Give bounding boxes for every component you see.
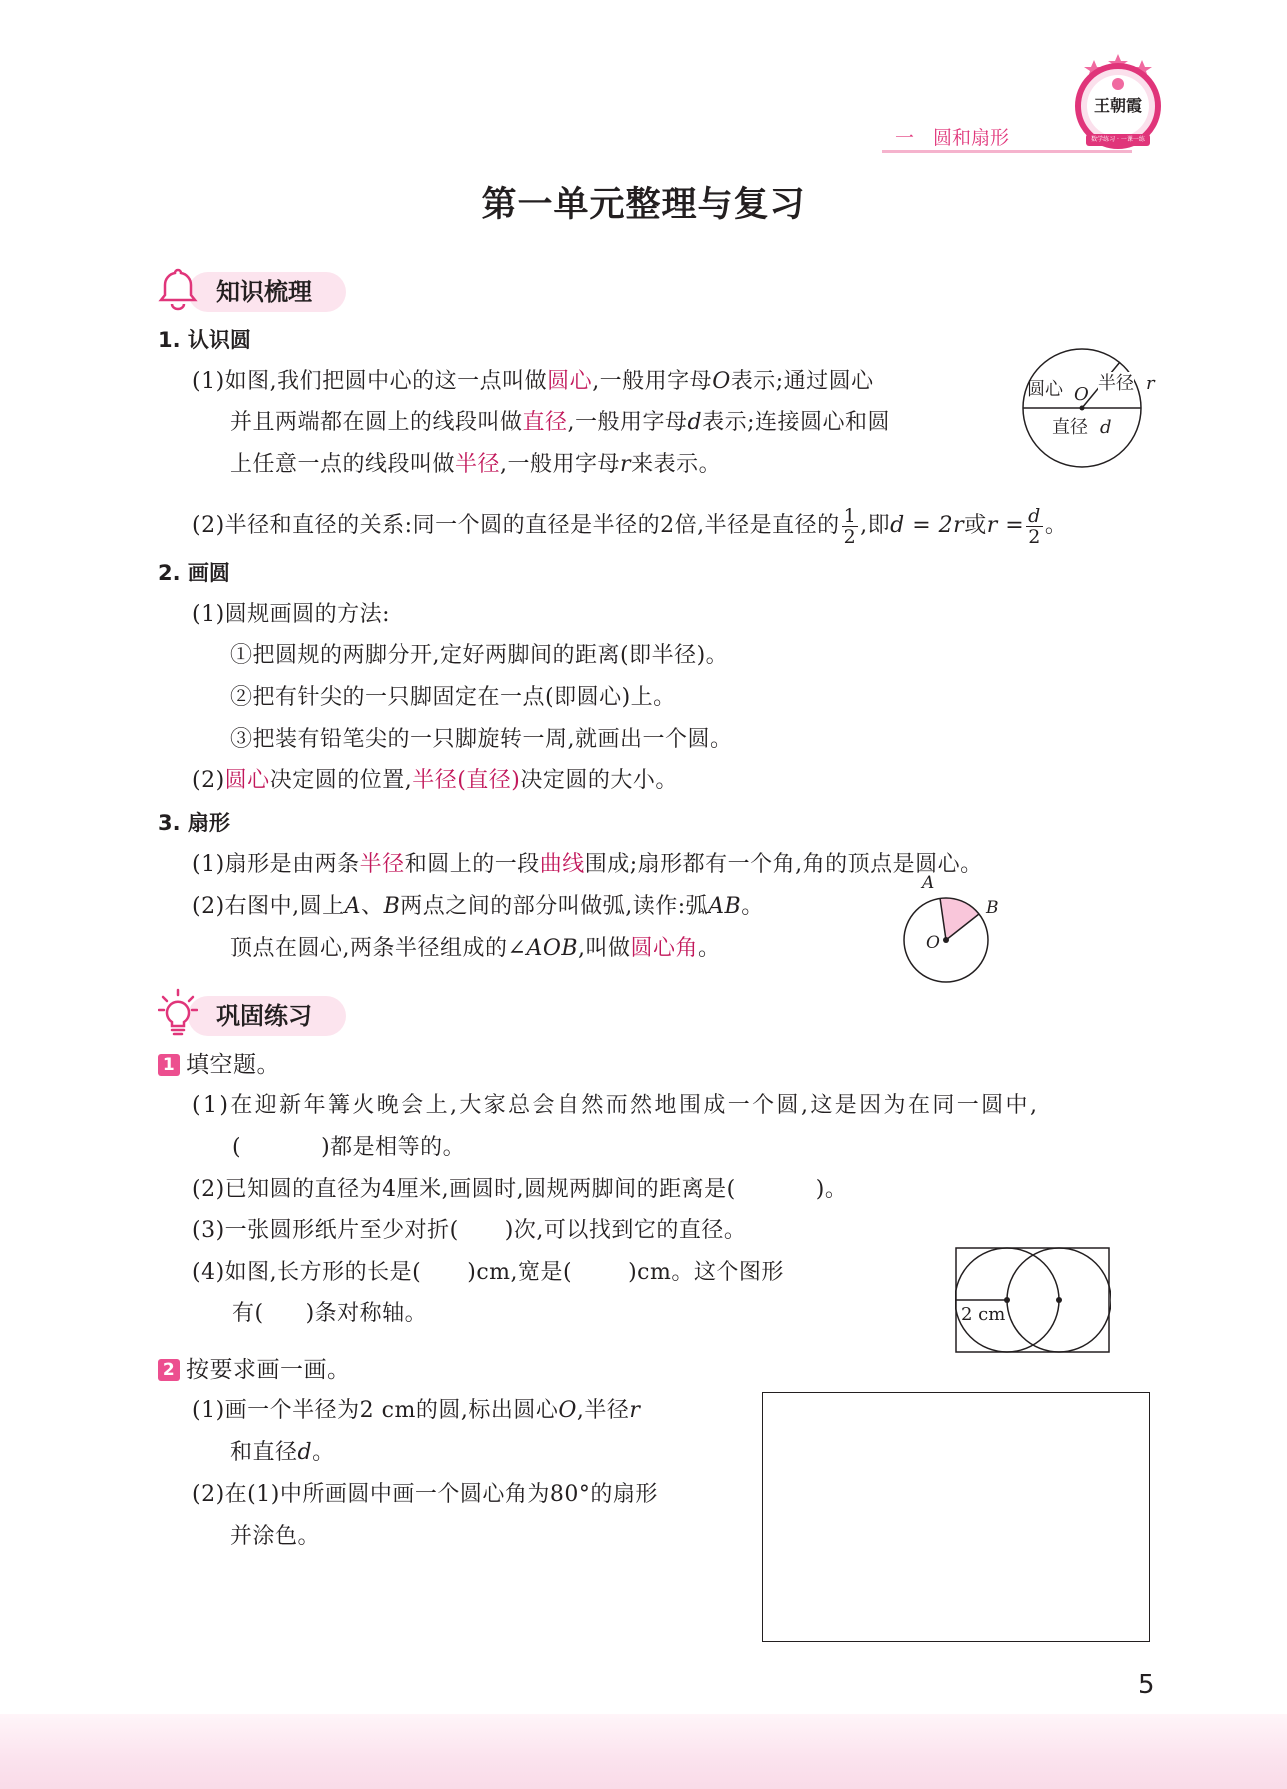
practice-title: 巩固练习	[216, 1002, 312, 1030]
fig-center-label: 圆心	[1027, 379, 1063, 400]
fraction-one-half: $\frac{1}{2}$	[843, 504, 857, 548]
s2-title: 2. 画圆	[158, 561, 230, 585]
s1-p2: (2)半径和直径的关系:同一个圆的直径是半径的2倍,半径是直径的 $\frac{1}{2}$ ,即d = 2r或r = $\frac{d}{2}$ 。	[192, 504, 1068, 548]
fig-d-label: d	[1100, 417, 1112, 438]
q1-4-line1: (4)如图,长方形的长是( )cm,宽是( )cm。这个图形	[192, 1260, 784, 1285]
bell-icon	[158, 266, 198, 312]
q2-2-line2: 并涂色。	[230, 1524, 321, 1549]
s2-step2: ②把有针尖的一只脚固定在一点(即圆心)上。	[230, 685, 676, 710]
fig-radius-label: 半径	[1098, 373, 1134, 394]
page-title: 第一单元整理与复习	[481, 185, 806, 225]
logo-name: 王朝霞	[1093, 96, 1142, 115]
fig-o-label: O	[1074, 384, 1089, 405]
drawing-area[interactable]	[762, 1392, 1150, 1642]
s1-p1-line3: 上任意一点的线段叫做半径,一般用字母r来表示。	[230, 452, 722, 477]
sector-a-label: A	[922, 873, 935, 893]
footer-band	[0, 1714, 1287, 1789]
q2-1-line2: 和直径d。	[230, 1440, 335, 1465]
fig-2cm-label: 2 cm	[961, 1304, 1006, 1325]
q2-badge: 2	[158, 1359, 180, 1381]
rect-circles-figure	[955, 1246, 1111, 1354]
q1-1-line2: ( )都是相等的。	[232, 1135, 466, 1160]
page-number: 5	[1138, 1670, 1155, 1700]
s3-title: 3. 扇形	[158, 811, 230, 835]
q1-badge: 1	[158, 1054, 180, 1076]
circle-figure	[1020, 346, 1170, 470]
q2-2-line1: (2)在(1)中所画圆中画一个圆心角为80°的扇形	[192, 1482, 658, 1507]
s1-p1-line1: (1)如图,我们把圆中心的这一点叫做圆心,一般用字母O表示;通过圆心	[192, 369, 874, 394]
brand-logo	[1072, 52, 1164, 152]
sector-o-label: O	[926, 933, 940, 953]
unit-label: 一 圆和扇形	[895, 127, 1010, 149]
s2-step3: ③把装有铅笔尖的一只脚旋转一周,就画出一个圆。	[230, 727, 733, 752]
knowledge-title: 知识梳理	[216, 278, 312, 306]
sector-figure	[892, 873, 1022, 986]
fig-diameter-label: 直径	[1052, 417, 1088, 438]
s2-p1: (1)圆规画圆的方法:	[192, 602, 391, 627]
logo-slogan: 数学练习 · 一课一练	[1091, 136, 1145, 143]
sector-b-label: B	[986, 898, 999, 918]
q2-1-line1: (1)画一个半径为2 cm的圆,标出圆心O,半径r	[192, 1398, 641, 1423]
s3-p2-line1: (2)右图中,圆上A、B两点之间的部分叫做弧,读作:弧AB。	[192, 894, 764, 919]
s2-step1: ①把圆规的两脚分开,定好两脚间的距离(即半径)。	[230, 643, 729, 668]
q1-3: (3)一张圆形纸片至少对折( )次,可以找到它的直径。	[192, 1218, 747, 1243]
s2-p2: (2)圆心决定圆的位置,半径(直径)决定圆的大小。	[192, 768, 678, 793]
q1-4-line2: 有( )条对称轴。	[232, 1301, 428, 1326]
q1-2: (2)已知圆的直径为4厘米,画圆时,圆规两脚间的距离是( )。	[192, 1177, 848, 1202]
lightbulb-icon	[158, 988, 198, 1036]
q1-title: 1 填空题。	[158, 1050, 280, 1080]
q1-1-line1: (1)在迎新年篝火晚会上,大家总会自然而然地围成一个圆,这是因为在同一圆中,	[192, 1093, 1040, 1118]
s1-title: 1. 认识圆	[158, 328, 251, 352]
q2-title: 2 按要求画一画。	[158, 1355, 351, 1385]
fig-r-label: r	[1146, 373, 1155, 394]
fraction-d-over-2: $\frac{d}{2}$	[1028, 504, 1041, 548]
s1-p1-line2: 并且两端都在圆上的线段叫做直径,一般用字母d表示;连接圆心和圆	[230, 410, 891, 435]
s3-p2-line2: 顶点在圆心,两条半径组成的∠AOB,叫做圆心角。	[230, 936, 721, 961]
s3-p1: (1)扇形是由两条半径和圆上的一段曲线围成;扇形都有一个角,角的顶点是圆心。	[192, 852, 983, 877]
